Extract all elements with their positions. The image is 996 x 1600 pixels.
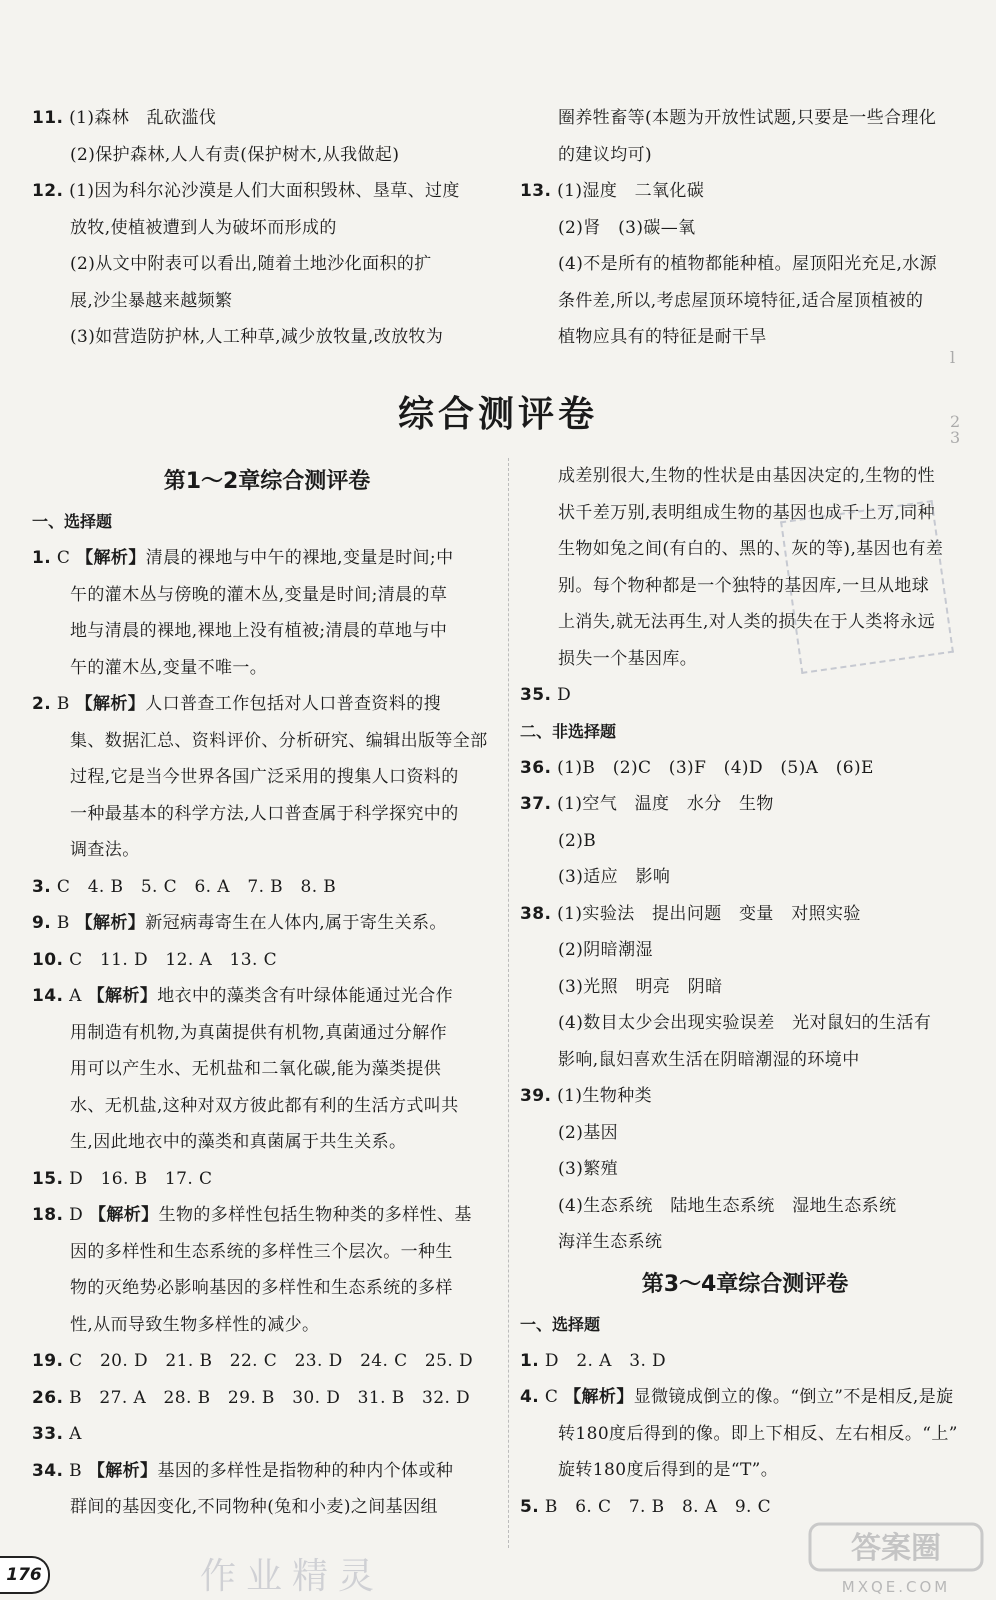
answer-line [32,1015,502,1052]
main-title: 综合测评卷 [397,394,598,435]
answer-line [520,173,970,210]
analysis-text: 新冠病毒寄生在人体内,属于寄生关系。 [145,913,447,933]
answer-text: 圈养牲畜等(本题为开放性试题,只要是一些合理化 [558,108,937,128]
column-divider [508,458,509,1548]
answer-line [32,1380,502,1417]
answer-line [520,932,970,969]
logo-text: MXQE.COM [841,1578,951,1596]
question-number: 11. [32,108,64,128]
answer-text: (3)光照 明亮 阴暗 [558,976,723,997]
answer-line [32,869,502,906]
answer-text: A [69,1424,82,1444]
analysis-tag: 【解析】 [75,913,146,933]
answer-line [32,905,502,942]
answer-line [32,942,502,979]
answer-text: C [56,548,77,568]
answer-text: 过程,它是当今世界各国广泛采用的搜集人口资料的 [70,767,459,787]
answer-text: 旋转180度后得到的是“T”。 [558,1460,779,1480]
question-number: 26. [32,1387,64,1408]
answer-text: 集、数据汇总、资料评价、分析研究、编辑出版等全部 [70,730,488,751]
section-title: 二、非选择题 [520,721,617,741]
answer-line [32,723,502,760]
top-left-column [32,100,502,356]
answer-line [32,796,502,833]
answer-text: 别。每个物种都是一个独特的基因库,一旦从地球 [558,575,930,596]
answer-line [520,786,970,823]
answer-text: (4)生态系统 陆地生态系统 湿地生态系统 [558,1195,897,1216]
analysis-tag: 【解析】 [564,1387,634,1407]
answer-line [32,1161,502,1198]
answer-text: 植物应具有的特征是耐干旱 [558,327,767,347]
analysis-tag: 【解析】 [87,986,158,1006]
answer-text: 地与清晨的裸地,裸地上没有植被;清晨的草地与中 [70,621,448,641]
question-number: 1. [32,548,52,568]
answer-line [32,173,502,210]
question-number: 37. [520,794,552,814]
question-number: 39. [520,1086,552,1106]
chapter2-title: 第3～4章综合测评卷 [641,1271,849,1297]
answer-text: 水、无机盐,这种对双方彼此都有利的生活方式叫共 [70,1095,459,1116]
answer-line [32,246,502,283]
answer-line [520,246,970,283]
question-number: 9. [32,913,52,933]
question-number: 10. [32,949,64,970]
answer-text: (3)如营造防护林,人工种草,减少放牧量,改放牧为 [70,327,444,347]
answer-line [32,686,502,723]
question-number: 1. [520,1350,540,1371]
answer-text: 放牧,使植被遭到人为破坏而形成的 [70,217,337,238]
analysis-tag: 【解析】 [75,694,146,714]
answer-text: 损失一个基因库。 [558,648,698,669]
answer-text: 午的灌木丛与傍晚的灌木丛,变量是时间;清晨的草 [70,584,448,605]
question-number: 19. [32,1351,64,1371]
answer-text: (1)B (2)C (3)F (4)D (5)A (6)E [557,757,874,778]
section-title: 一、选择题 [32,512,113,531]
answer-text: 成差别很大,生物的性状是由基因决定的,生物的性 [558,466,936,486]
answer-text: C 4. B 5. C 6. A 7. B 8. B [56,876,337,897]
question-number: 13. [520,181,552,201]
left-main-column [32,458,502,1526]
analysis-tag: 【解析】 [88,1205,159,1225]
answer-text: 群间的基因变化,不同物种(兔和小麦)之间基因组 [70,1497,438,1517]
question-number: 4. [520,1387,540,1407]
answer-line [32,1489,502,1526]
answer-text: 用制造有机物,为真菌提供有机物,真菌通过分解作 [70,1022,448,1043]
analysis-text: 地衣中的藻类含有叶绿体能通过光合作 [157,986,454,1006]
question-number: 36. [520,757,552,778]
answer-line [520,319,970,356]
question-number: 14. [32,986,64,1006]
answer-line [520,677,970,714]
answer-text: 性,从而导致生物多样性的减少。 [70,1314,320,1335]
answer-text: 生,因此地衣中的藻类和真菌属于共生关系。 [70,1132,407,1152]
answer-text: B 6. C 7. B 8. A 9. C [544,1496,772,1517]
answer-text: 展,沙尘暴越来越频繁 [70,290,233,311]
answer-text: 状千差万别,表明组成生物的基因也成千上万,同种 [558,502,936,523]
answer-line [32,1088,502,1125]
answer-line [32,319,502,356]
top-right-column [520,100,970,356]
answer-text: C 11. D 12. A 13. C [69,949,277,970]
answer-line [520,1452,970,1489]
answer-text: (1)森林 乱砍滥伐 [69,108,217,128]
analysis-text: 生物的多样性包括生物种类的多样性、基 [158,1205,472,1225]
answer-text: D [557,685,572,705]
answer-line [32,210,502,247]
answer-text: (1)实验法 提出问题 变量 对照实验 [557,903,861,924]
logo-chars: 答案圈 [851,1531,941,1566]
answer-line [32,577,502,614]
answer-line [32,1197,502,1234]
question-number: 3. [32,876,52,897]
answer-line [520,137,970,174]
answer-text: 上消失,就无法再生,对人类的损失在于人类将永远 [558,612,936,632]
answer-text: 转180度后得到的像。即上下相反、左右相反。“上” [558,1423,958,1444]
answer-line [520,1379,970,1416]
answer-line [520,210,970,247]
question-number: 2. [32,694,52,714]
answer-line [32,613,502,650]
answer-line [32,100,502,137]
answer-text: 调查法。 [70,840,140,860]
answer-text: C [544,1387,565,1407]
answer-line [520,1042,970,1079]
answer-line [32,759,502,796]
answer-text: 因的多样性和生态系统的多样性三个层次。一种生 [70,1241,453,1262]
analysis-text: 人口普查工作包括对人口普查资料的搜 [145,694,442,714]
answer-text: D 16. B 17. C [69,1168,213,1189]
answer-text: 生物如兔之间(有白的、黑的、灰的等),基因也有差 [558,539,944,559]
answer-text: (3)适应 影响 [558,867,671,887]
answer-text: A [69,986,88,1006]
question-number: 18. [32,1205,64,1225]
chapter1-title: 第1～2章综合测评卷 [163,469,371,494]
answer-line [520,1188,970,1225]
answer-text: (2)从文中附表可以看出,随着土地沙化面积的扩 [70,254,432,274]
answer-text: D 2. A 3. D [544,1350,667,1371]
answer-line [520,1343,970,1380]
answer-line [520,1416,970,1453]
answer-text: (4)不是所有的植物都能种植。屋顶阳光充足,水源 [558,254,938,274]
answer-line [520,896,970,933]
question-number: 12. [32,181,64,201]
analysis-tag: 【解析】 [87,1460,158,1481]
answer-text: B [56,913,76,933]
answer-text: B 27. A 28. B 29. B 30. D 31. B 32. D [69,1387,471,1408]
answer-line [520,859,970,896]
question-number: 5. [520,1496,540,1517]
answer-text: 影响,鼠妇喜欢生活在阴暗潮湿的环境中 [558,1049,860,1070]
answer-line [32,540,502,577]
answer-text: (2)肾 (3)碳—氧 [558,217,696,238]
answer-line [32,1051,502,1088]
answer-line [32,1307,502,1344]
answer-text: 的建议均可) [558,144,653,165]
answer-text: (2)阴暗潮湿 [558,940,653,960]
answer-text: (1)空气 温度 水分 生物 [557,794,774,814]
answer-line [32,978,502,1015]
margin-mark: 3 [950,428,961,447]
answer-text: (2)B [558,830,597,851]
answer-text: (1)生物种类 [557,1086,653,1106]
answer-line [520,1151,970,1188]
answer-line [32,1124,502,1161]
answer-line [32,283,502,320]
analysis-text: 清晨的裸地与中午的裸地,变量是时间;中 [145,548,454,568]
answer-line [32,1270,502,1307]
answer-line [520,1078,970,1115]
answer-text: 用可以产生水、无机盐和二氧化碳,能为藻类提供 [70,1059,442,1079]
question-number: 34. [32,1460,64,1481]
answer-text: D [69,1205,89,1225]
answer-line [520,1224,970,1261]
answer-line [520,969,970,1006]
analysis-tag: 【解析】 [76,548,146,568]
answer-line [520,100,970,137]
question-number: 33. [32,1424,64,1444]
answer-text: (3)繁殖 [558,1159,619,1179]
analysis-text: 显微镜成倒立的像。“倒立”不是相反,是旋 [633,1387,954,1407]
answer-line [32,1453,502,1490]
question-number: 38. [520,903,552,924]
answer-text: (2)保护森林,人人有责(保护树木,从我做起) [70,144,400,165]
answer-text: 物的灭绝势必影响基因的多样性和生态系统的多样 [70,1278,453,1298]
analysis-text: 基因的多样性是指物种的种内个体或种 [157,1460,454,1481]
answer-line [32,650,502,687]
question-number: 35. [520,685,552,705]
answer-line [32,1234,502,1271]
answer-text: 午的灌木丛,变量不唯一。 [70,657,268,678]
margin-mark: l [950,348,956,367]
margin-mark: 2 [950,412,961,431]
answer-line [520,1005,970,1042]
answer-text: 海洋生态系统 [558,1232,663,1252]
answer-line [32,832,502,869]
site-logo [808,1520,984,1596]
section-title: 一、选择题 [520,1314,601,1334]
answer-text: (1)湿度 二氧化碳 [557,181,705,201]
answer-line [520,283,970,320]
answer-text: 一种最基本的科学方法,人口普查属于科学探究中的 [70,803,459,824]
logo-graphic-icon [808,1520,984,1574]
answer-text: (2)基因 [558,1122,619,1143]
answer-text: C 20. D 21. B 22. C 23. D 24. C 25. D [69,1351,473,1371]
answer-text: (1)因为科尔沁沙漠是人们大面积毁林、垦草、过度 [69,181,460,201]
answer-line [32,1416,502,1453]
answer-text: (4)数目太少会出现实验误差 光对鼠妇的生活有 [558,1013,932,1033]
answer-text: 条件差,所以,考虑屋顶环境特征,适合屋顶植被的 [558,290,924,311]
stamp-mark [780,500,954,674]
page-number: 176 [0,1556,50,1594]
answer-line [520,750,970,787]
answer-text: B [69,1460,88,1481]
answer-line [520,458,970,495]
answer-line [32,137,502,174]
watermark-text: 作业精灵 [200,1556,385,1597]
answer-line [32,1343,502,1380]
answer-line [520,1115,970,1152]
answer-line [520,823,970,860]
question-number: 15. [32,1168,64,1189]
answer-text: B [56,694,76,714]
